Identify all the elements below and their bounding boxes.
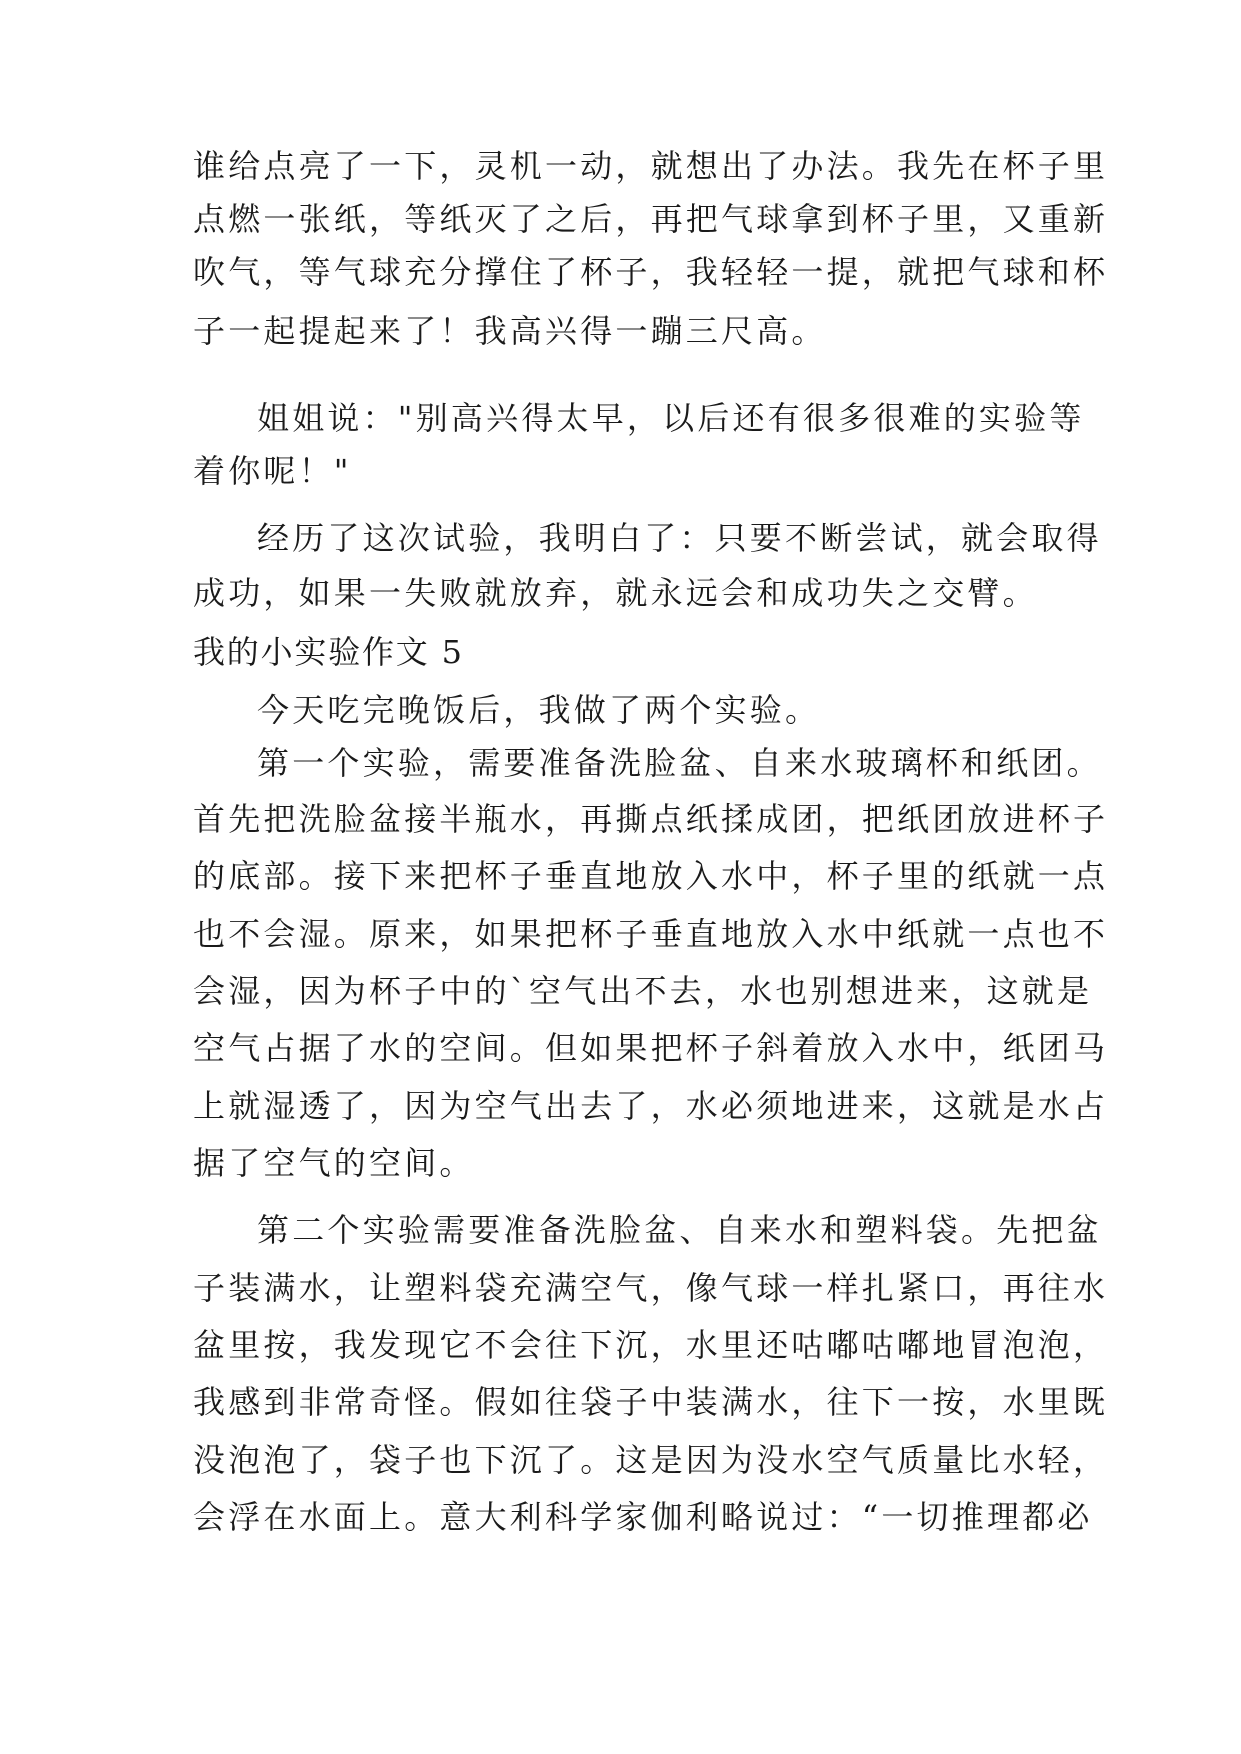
text-line: 子一起提起来了！我高兴得一蹦三尺高。	[193, 312, 827, 350]
text-line: 经历了这次试验，我明白了：只要不断尝试，就会取得	[257, 519, 1102, 557]
text-line: 没泡泡了，袋子也下沉了。这是因为没水空气质量比水轻，	[193, 1441, 1109, 1479]
text-line: 的底部。接下来把杯子垂直地放入水中，杯子里的纸就一点	[193, 857, 1109, 895]
text-line: 首先把洗脸盆接半瓶水，再撕点纸揉成团，把纸团放进杯子	[193, 800, 1109, 838]
text-line: 点燃一张纸，等纸灭了之后，再把气球拿到杯子里，又重新	[193, 200, 1109, 238]
text-line: 也不会湿。原来，如果把杯子垂直地放入水中纸就一点也不	[193, 915, 1109, 953]
text-line: 上就湿透了，因为空气出去了，水必须地进来，这就是水占	[193, 1087, 1109, 1125]
text-line: 子装满水，让塑料袋充满空气，像气球一样扎紧口，再往水	[193, 1269, 1109, 1307]
text-line: 着你呢！"	[193, 452, 352, 490]
text-line: 今天吃完晚饭后，我做了两个实验。	[257, 691, 821, 729]
text-line: 姐姐说："别高兴得太早，以后还有很多很难的实验等	[257, 399, 1085, 437]
text-line: 会浮在水面上。意大利科学家伽利略说过：“一切推理都必	[193, 1498, 1093, 1536]
section-heading: 我的小实验作文 5	[193, 633, 464, 671]
text-line: 第二个实验需要准备洗脸盆、自来水和塑料袋。先把盆	[257, 1211, 1102, 1249]
text-line: 吹气，等气球充分撑住了杯子，我轻轻一提，就把气球和杯	[193, 253, 1109, 291]
text-line: 第一个实验，需要准备洗脸盆、自来水玻璃杯和纸团。	[257, 744, 1102, 782]
text-line: 据了空气的空间。	[193, 1144, 475, 1182]
text-line: 盆里按，我发现它不会往下沉，水里还咕嘟咕嘟地冒泡泡，	[193, 1326, 1109, 1364]
text-line: 空气占据了水的空间。但如果把杯子斜着放入水中，纸团马	[193, 1029, 1109, 1067]
text-line: 会湿，因为杯子中的`空气出不去，水也别想进来，这就是	[193, 972, 1093, 1010]
text-line: 我感到非常奇怪。假如往袋子中装满水，往下一按，水里既	[193, 1383, 1109, 1421]
text-line: 谁给点亮了一下，灵机一动，就想出了办法。我先在杯子里	[193, 147, 1109, 185]
text-line: 成功，如果一失败就放弃，就永远会和成功失之交臂。	[193, 574, 1038, 612]
